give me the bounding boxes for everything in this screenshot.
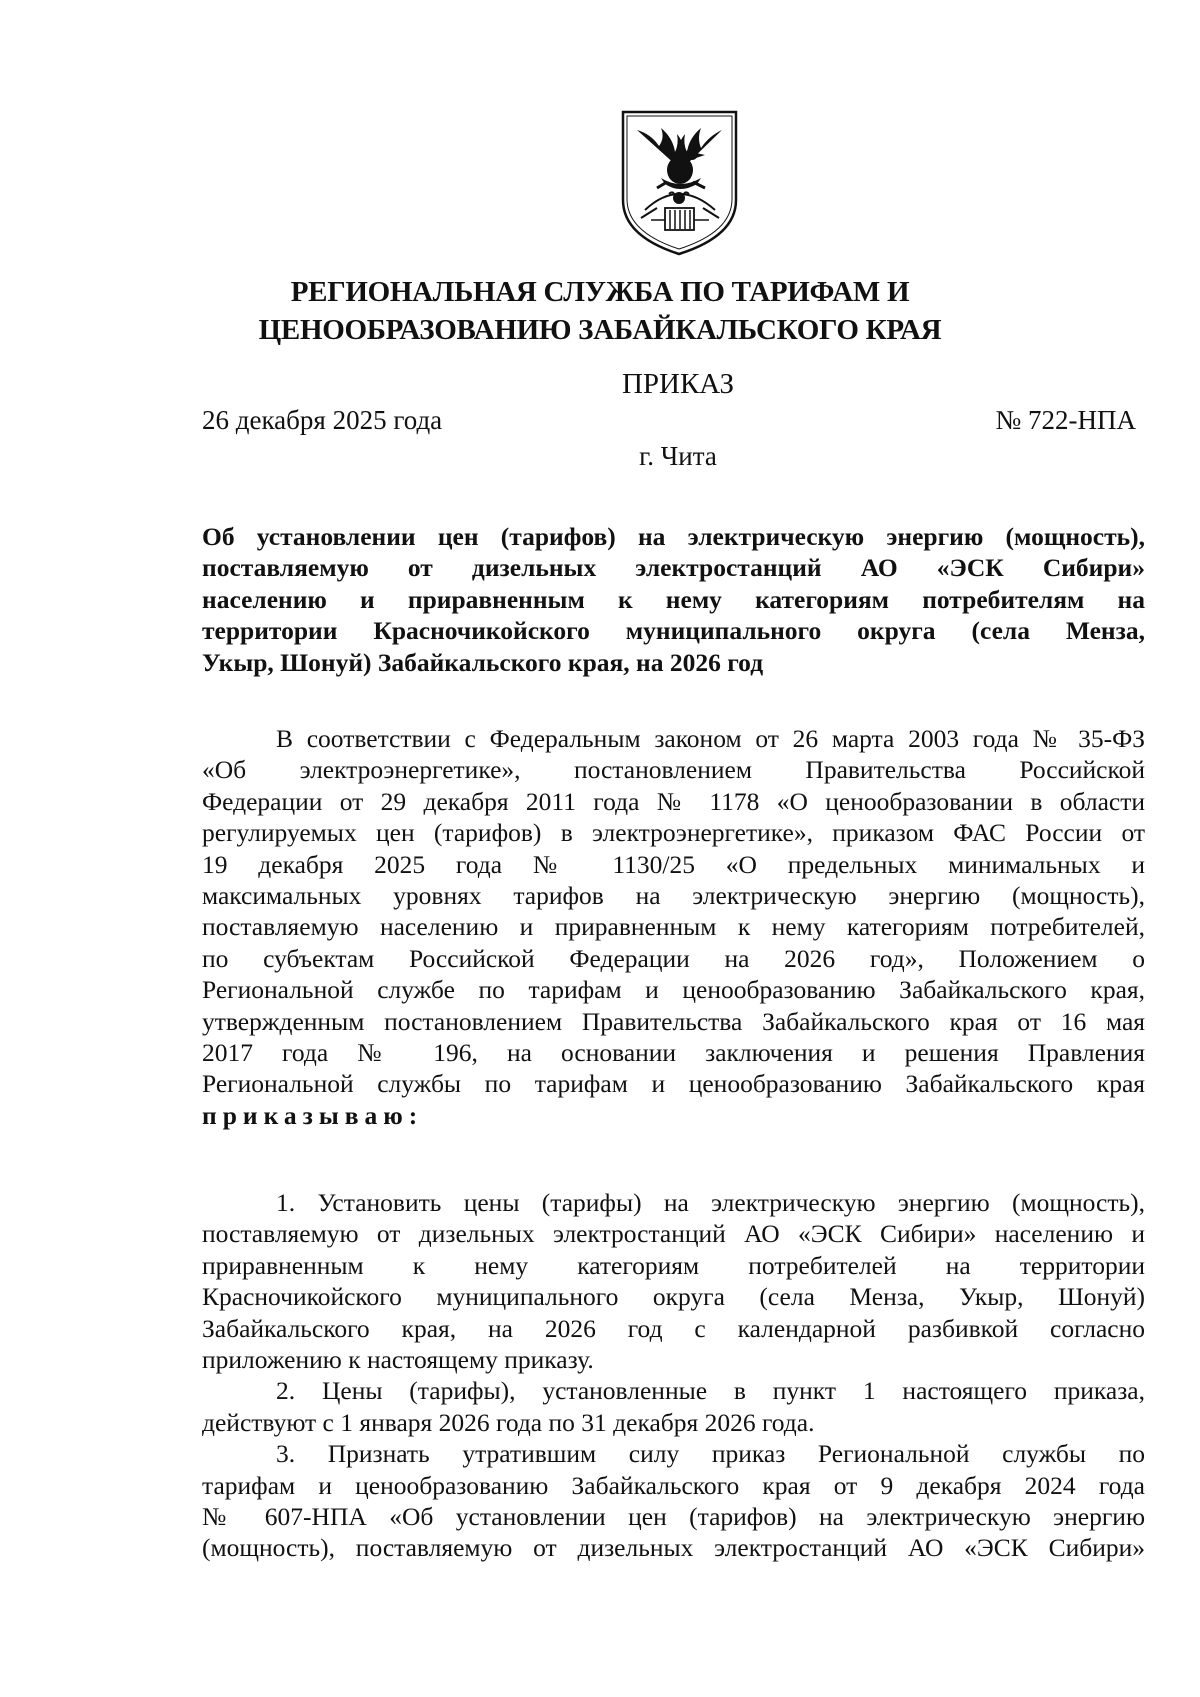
preamble-line: поставляемую населению и приравненным к нему категориям потребителей,: [202, 912, 1145, 942]
decree-word: приказываю:: [202, 1100, 424, 1130]
document-type: ПРИКАЗ: [621, 368, 735, 400]
document-date: 26 декабря 2025 года: [202, 405, 443, 435]
preamble-line: Федерации от 29 декабря 2011 года № 1178 «О ценообразовании в области: [202, 786, 1145, 816]
item-1-line: приравненным к нему категориям потребителей на территории: [202, 1250, 1145, 1280]
preamble-line: Региональной службе по тарифам и ценообразованию Забайкальского края,: [202, 975, 1145, 1005]
preamble-line: по субъектам Российской Федерации на 2026 год», Положением о: [202, 943, 1145, 973]
subject-line: поставляемую от дизельных электростанций АО «ЭСК Сибири»: [202, 553, 1145, 583]
document-city: г. Чита: [639, 441, 717, 471]
subject-line: населению и приравненным к нему категориям потребителям на: [202, 584, 1145, 614]
organization-title-line-1: РЕГИОНАЛЬНАЯ СЛУЖБА ПО ТАРИФАМ И: [290, 276, 910, 308]
subject-line: территории Красночикойского муниципального округа (села Менза,: [202, 616, 1145, 646]
item-1-line: приложению к настоящему приказу.: [202, 1345, 594, 1375]
preamble-line: максимальных уровнях тарифов на электрическую энергию (мощность),: [202, 881, 1145, 911]
item-3-line: (мощность), поставляемую от дизельных электростанций АО «ЭСК Сибири»: [202, 1533, 1145, 1563]
item-1-line: 1. Установить цены (тарифы) на электрическую энергию (мощность),: [276, 1188, 1145, 1217]
document-subject: [202, 521, 1145, 678]
subject-line: Укыр, Шонуй) Забайкальского края, на 2026 год: [202, 647, 764, 677]
item-3-line: тарифам и ценообразованию Забайкальского края от 9 декабря 2024 года: [202, 1470, 1145, 1500]
item-3-line: № 607-НПА «Об установлении цен (тарифов) на электрическую энергию: [202, 1502, 1145, 1532]
preamble-line: 19 декабря 2025 года № 1130/25 «О предельных минимальных и: [202, 849, 1145, 879]
preamble-line: регулируемых цен (тарифов) в электроэнергетике», приказом ФАС России от: [202, 818, 1145, 848]
preamble-line: Региональной службы по тарифам и ценообразованию Забайкальского края: [202, 1069, 1145, 1099]
item-3-line: 3. Признать утратившим силу приказ Региональной службы по: [276, 1439, 1145, 1469]
document-number: № 722-НПА: [995, 405, 1136, 435]
preamble-line: утвержденным постановлением Правительства Забайкальского края от 16 мая: [202, 1006, 1145, 1036]
preamble-line: В соответствии с Федеральным законом от 26 марта 2003 года № 35-ФЗ: [276, 724, 1145, 753]
subject-line: Об установлении цен (тарифов) на электрическую энергию (мощность),: [202, 522, 1145, 551]
coat-of-arms-icon: [617, 108, 742, 258]
item-1-line: поставляемую от дизельных электростанций АО «ЭСК Сибири» населению и: [202, 1219, 1145, 1249]
item-2-line: действуют с 1 января 2026 года по 31 декабря 2026 года.: [202, 1407, 815, 1437]
item-2-line: 2. Цены (тарифы), установленные в пункт 1 настоящего приказа,: [276, 1376, 1145, 1406]
preamble-line: 2017 года № 196, на основании заключения и решения Правления: [202, 1038, 1145, 1068]
order-items: [202, 1187, 1145, 1564]
item-1-line: Забайкальского края, на 2026 год с календарной разбивкой согласно: [202, 1313, 1145, 1343]
preamble-line: «Об электроэнергетике», постановлением Правительства Российской: [202, 755, 1145, 785]
item-1-line: Красночикойского муниципального округа (села Менза, Укыр, Шонуй): [202, 1282, 1145, 1312]
organization-title-line-2: ЦЕНООБРАЗОВАНИЮ ЗАБАЙКАЛЬСКОГО КРАЯ: [258, 314, 942, 346]
preamble-paragraph: [202, 723, 1145, 1131]
